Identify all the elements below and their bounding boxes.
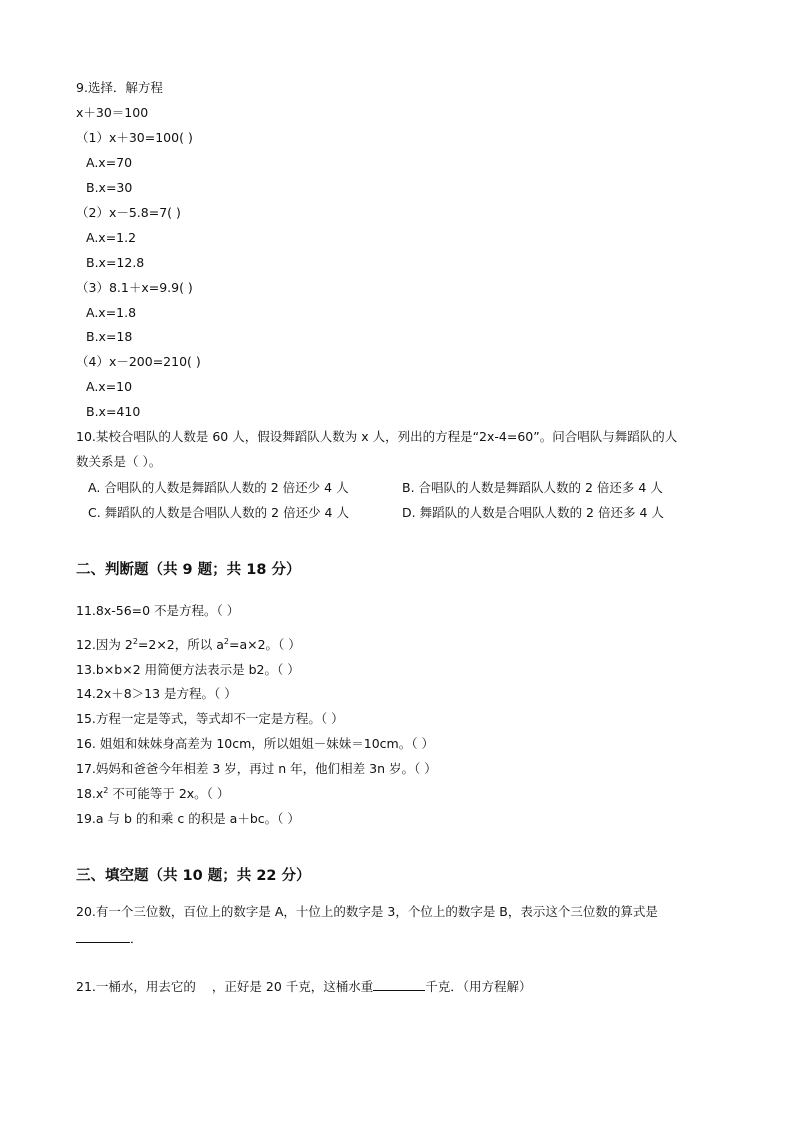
q9-title: 9.选择．解方程 [76, 80, 163, 95]
q21-mid: ，正好是 20 千克，这桶水重 [211, 979, 374, 994]
q19: 19.a 与 b 的和乘 c 的积是 a＋bc。（ ） [76, 811, 300, 826]
section2-heading: 二、判断题（共 9 题；共 18 分） [76, 562, 301, 578]
q14: 14.2x＋8＞13 是方程。（ ） [76, 686, 237, 701]
q9-sub2-stem: （2）x－5.8=7( ) [76, 205, 181, 220]
q15: 15.方程一定是等式，等式却不一定是方程。（ ） [76, 711, 344, 726]
q9-sub4-stem: （4）x－200=210( ) [76, 354, 201, 369]
q18-pre: 18.x [76, 786, 104, 801]
q9-sub3-option-a: A.x=1.8 [86, 305, 137, 320]
q9-sub2-option-a: A.x=1.2 [86, 230, 137, 245]
q20-line2 [76, 928, 143, 948]
q9-sub2-option-b: B.x=12.8 [86, 255, 145, 270]
q20-end: ． [130, 931, 143, 946]
q9-sub4-option-a: A.x=10 [86, 379, 133, 394]
q21-pre: 21.一桶水，用去它的 [76, 979, 196, 994]
q20-line1: 20.有一个三位数，百位上的数字是 A，十位上的数字是 3，个位上的数字是 B，表示这个三位数的算式是 [76, 904, 658, 919]
q12-exponent-1: 2 [132, 636, 138, 646]
q10-option-b: B. 合唱队的人数是舞蹈队人数的 2 倍还多 4 人 [402, 480, 663, 495]
q10-line2: 数关系是（ ）。 [76, 454, 162, 469]
q13: 13.b×b×2 用简便方法表示是 b2。（ ） [76, 662, 300, 677]
q20-answer-blank[interactable] [76, 928, 130, 943]
q12-exponent-2: 2 [223, 636, 229, 646]
q9-sub3-stem: （3）8.1＋x=9.9( ) [76, 280, 193, 295]
q18 [76, 785, 229, 803]
q10-option-c: C. 舞蹈队的人数是合唱队人数的 2 倍还少 4 人 [88, 505, 349, 520]
q10-line1: 10.某校合唱队的人数是 60 人，假设舞蹈队人数为 x 人，列出的方程是“2x-4=60”。问合唱队与舞蹈队的人 [76, 429, 678, 444]
q9-sub1-option-a: A.x=70 [86, 155, 133, 170]
q21 [76, 976, 532, 996]
q16: 16. 姐姐和妹妹身高差为 10cm，所以姐姐－妹妹＝10cm。（ ） [76, 736, 434, 751]
q11: 11.8x-56=0 不是方程。（ ） [76, 603, 240, 618]
q18-post: 不可能等于 2x。（ ） [108, 786, 230, 801]
q9-sub3-option-b: B.x=18 [86, 329, 133, 344]
q21-answer-blank[interactable] [373, 976, 425, 991]
q17: 17.妈妈和爸爸今年相差 3 岁，再过 n 年，他们相差 3n 岁。（ ） [76, 761, 437, 776]
q9-sub1-option-b: B.x=30 [86, 180, 133, 195]
q18-exponent: 2 [103, 785, 109, 795]
q9-sub4-option-b: B.x=410 [86, 404, 141, 419]
q12-post: =a×2。（ ） [229, 637, 301, 652]
section3-heading: 三、填空题（共 10 题；共 22 分） [76, 868, 311, 884]
q10-option-a: A. 合唱队的人数是舞蹈队人数的 2 倍还少 4 人 [88, 480, 349, 495]
q12-mid: =2×2，所以 a [137, 637, 224, 652]
q9-sub1-stem: （1）x＋30=100( ) [76, 130, 193, 145]
q10-option-d: D. 舞蹈队的人数是合唱队人数的 2 倍还多 4 人 [402, 505, 664, 520]
q12 [76, 636, 301, 654]
q21-post: 千克．（用方程解） [425, 979, 532, 994]
q12-pre: 12.因为 2 [76, 637, 133, 652]
q9-equation: x＋30＝100 [76, 105, 149, 120]
